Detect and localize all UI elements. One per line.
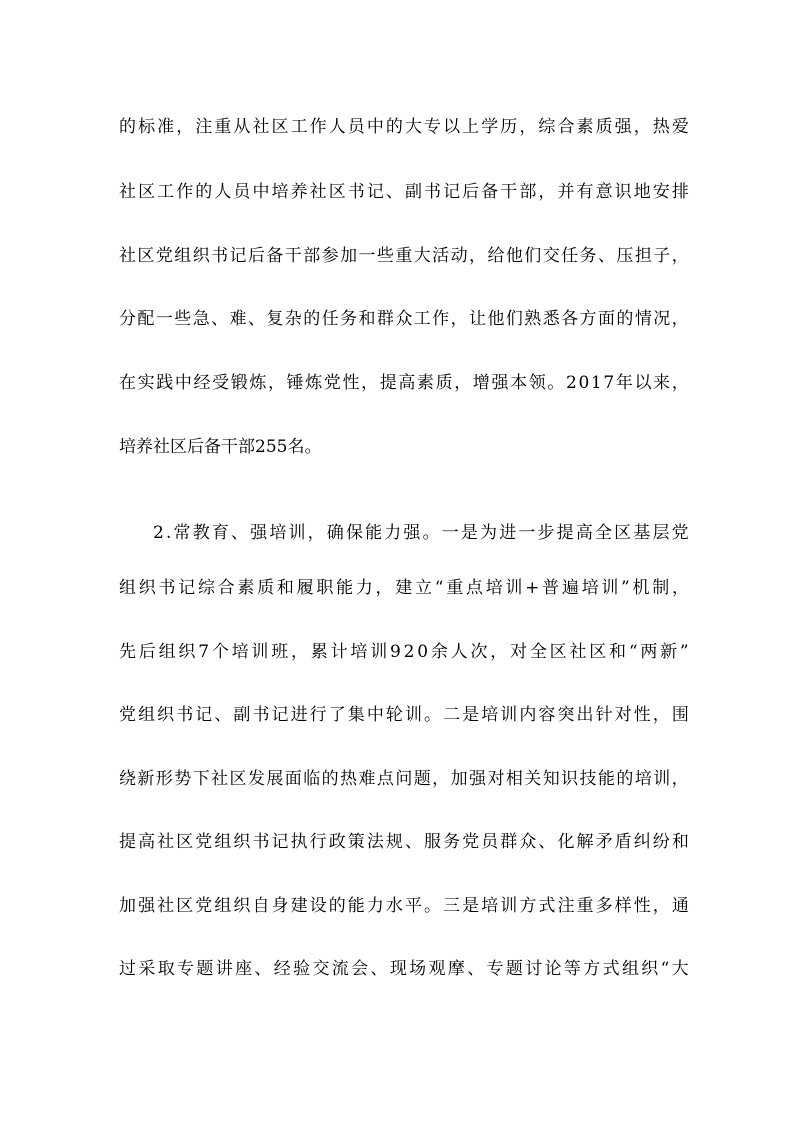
- paragraph-line: 分 配 一 些 急 、 难 、 复 杂 的 任 务 和 群 众 工 作 ， 让 他 们 熟 悉 各 方 面 的 情 况 ，: [119, 309, 689, 329]
- paragraph-line: 培养社区后备干部255名。: [119, 437, 322, 457]
- paragraph-line: 社 区 工 作 的 人 员 中 培 养 社 区 书 记 、 副 书 记 后 备 干 部 ， 并 有 意 识 地 安 排: [119, 182, 689, 202]
- paragraph-line: 提 高 社 区 党 组 织 书 记 执 行 政 策 法 规 、 服 务 党 员 群 众 、 化 解 矛 盾 纠 纷 和: [119, 832, 689, 852]
- paragraph-line: 绕 新 形 势 下 社 区 发 展 面 临 的 热 难 点 问 题 ， 加 强 对 相 关 知 识 技 能 的 培 训 ，: [119, 769, 689, 789]
- paragraph-first-line: 2 . 常 教 育 、 强 培 训 ， 确 保 能 力 强 。 一 是 为 进 一 步 提 高 全 区 基 层 党: [153, 523, 689, 543]
- paragraph-line: 社 区 党 组 织 书 记 后 备 干 部 参 加 一 些 重 大 活 动 ， 给 他 们 交 任 务 、 压 担 子 ，: [119, 246, 689, 266]
- paragraph-line: 过 采 取 专 题 讲 座 、 经 验 交 流 会 、 现 场 观 摩 、 专 题 讨 论 等 方 式 组 织 “ 大: [119, 959, 689, 979]
- paragraph-line: 先 后 组 织 7 个 培 训 班 ， 累 计 培 训 9 2 0 余 人 次 ， 对 全 区 社 区 和 “ 两 新 ”: [119, 642, 689, 662]
- paragraph-line: 党 组 织 书 记 、 副 书 记 进 行 了 集 中 轮 训 。 二 是 培 训 内 容 突 出 针 对 性 ， 围: [119, 705, 689, 725]
- paragraph-line: 在 实 践 中 经 受 锻 炼 ， 锤 炼 党 性 ， 提 高 素 质 ， 增 强 本 领 。 2 0 1 7 年 以 来 ，: [119, 373, 689, 393]
- paragraph-line: 的 标 准 ， 注 重 从 社 区 工 作 人 员 中 的 大 专 以 上 学 历 ， 综 合 素 质 强 ， 热 爱: [119, 117, 689, 137]
- paragraph-line: 组 织 书 记 综 合 素 质 和 履 职 能 力 ， 建 立 “ 重 点 培 训 + 普 遍 培 训 ” 机 制 ，: [119, 578, 689, 598]
- paragraph-line: 加 强 社 区 党 组 织 自 身 建 设 的 能 力 水 平 。 三 是 培 训 方 式 注 重 多 样 性 ， 通: [119, 896, 689, 916]
